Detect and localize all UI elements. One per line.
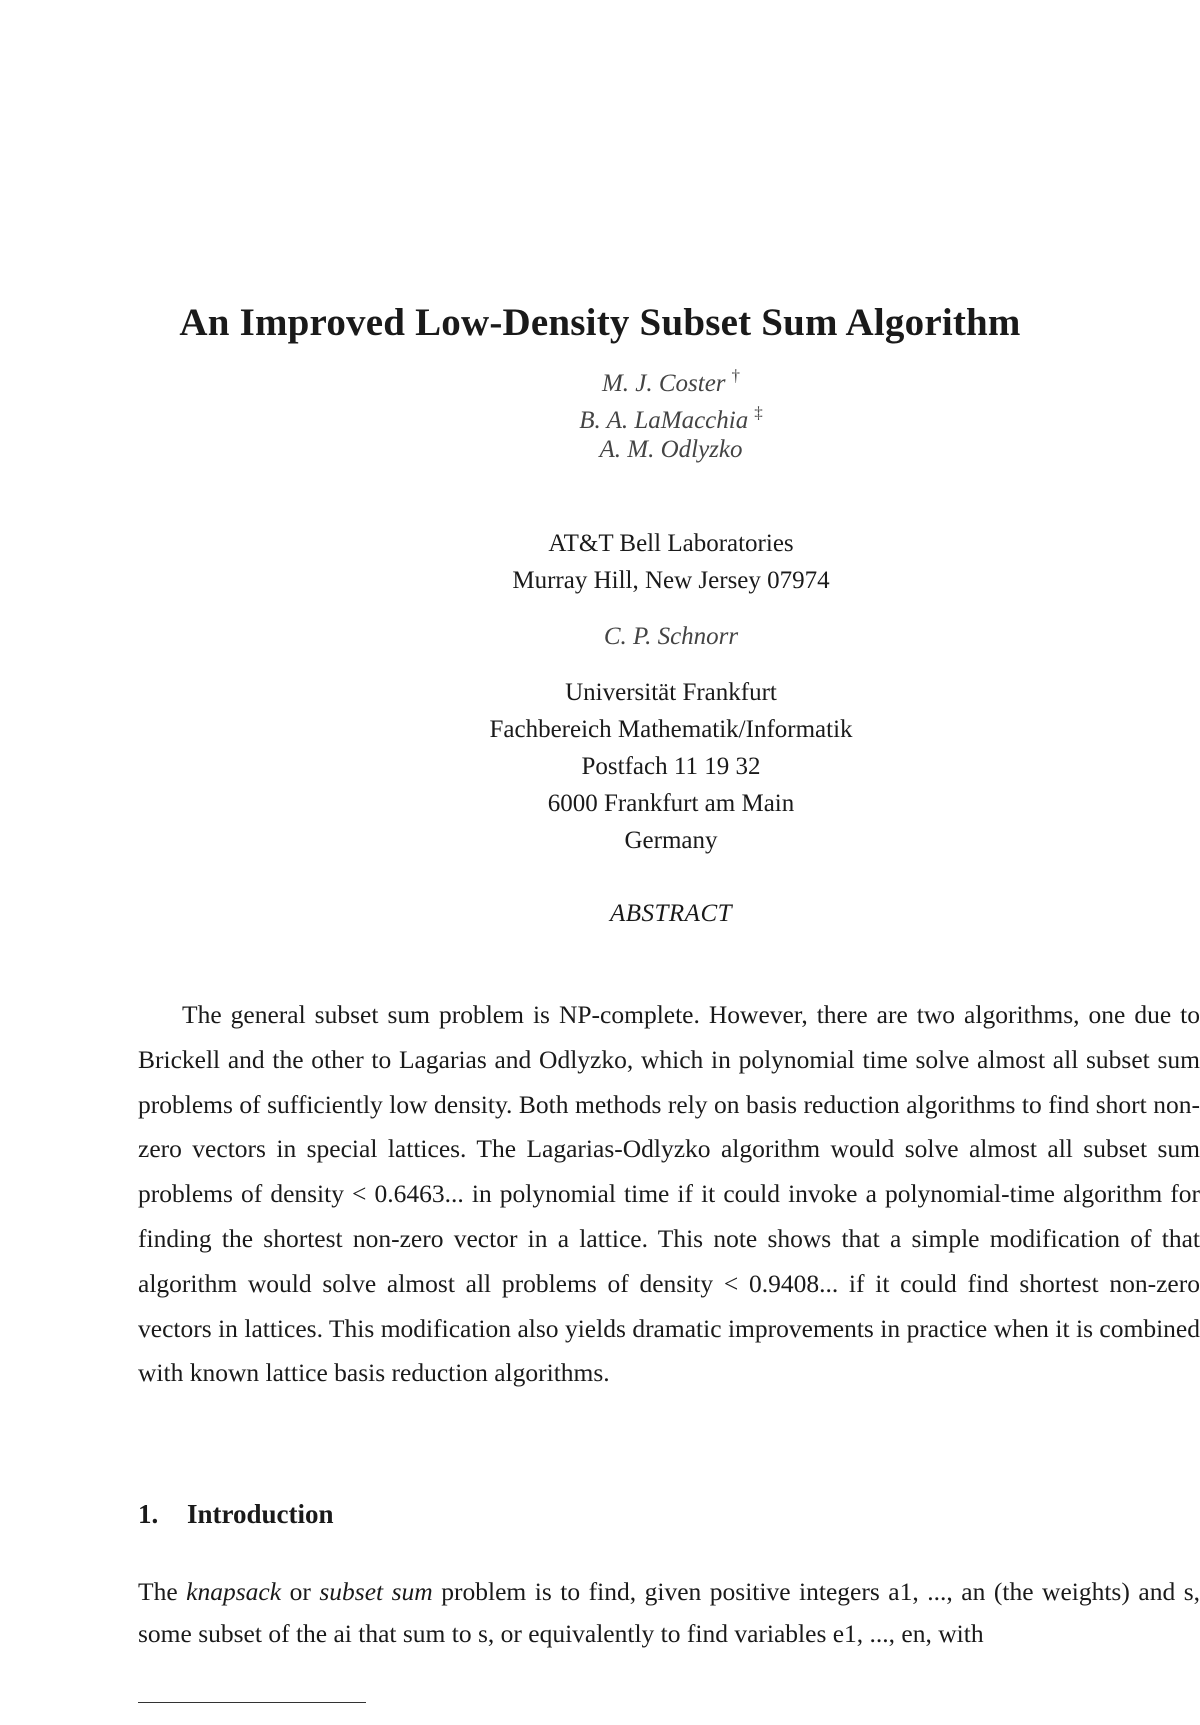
author-2: B. A. LaMacchia ‡ (579, 403, 763, 434)
affiliation-line: Postfach 11 19 32 (581, 753, 761, 780)
section-number: 1. (138, 1499, 159, 1529)
intro-paragraph: The knapsack or subset sum problem is to find, given positive integers a1, ..., an (the weights) and s, some subset of the ai that sum to s, or equivalently to find variables e1, ..., en, with (138, 1577, 1200, 1648)
author-3: A. M. Odlyzko (599, 436, 743, 463)
affiliation-line: Fachbereich Mathematik/Informatik (489, 716, 853, 743)
footnote-mark: † (731, 366, 741, 385)
affiliation-line: Germany (624, 827, 718, 854)
affiliation-line: Universität Frankfurt (565, 679, 777, 706)
footnote-mark: ‡ (754, 403, 763, 422)
affiliation-frankfurt (0, 674, 1200, 859)
abstract-text: The general subset sum problem is NP-complete. However, there are two algorithms, one due to Brickell and the other to Lagarias and Odlyzko, which in polynomial time solve almost all subset sum problems of sufficiently low density. Both methods rely on basis reduction algorithms to find short non-zero vectors in special lattices. The Lagarias-Odlyzko algorithm would solve almost all subset sum problems of density < 0.6463... in polynomial time if it could invoke a polynomial-time algorithm for finding the shortest non-zero vector in a lattice. This note shows that a simple modification of that algorithm would solve almost all problems of density < 0.9408... if it could find shortest non-zero vectors in lattices. This modification also yields dramatic improvements in practice when it is combined with known lattice basis reduction algorithms. (138, 1000, 1200, 1388)
paper-title: An Improved Low-Density Subset Sum Algorithm (179, 301, 1021, 344)
affiliation-line: 6000 Frankfurt am Main (547, 790, 795, 817)
abstract-heading: ABSTRACT (609, 900, 733, 927)
author-4-block (0, 618, 1200, 655)
author-1: M. J. Coster † (601, 366, 741, 397)
footnote-divider (138, 1702, 366, 1703)
affiliation-bell-labs (0, 525, 1200, 599)
affiliation-line: Murray Hill, New Jersey 07974 (512, 567, 830, 594)
author-list (0, 357, 1200, 468)
author-4: C. P. Schnorr (603, 623, 739, 650)
section-title: Introduction (187, 1499, 334, 1529)
affiliation-line: AT&T Bell Laboratories (548, 530, 794, 557)
section-heading (138, 1499, 334, 1530)
